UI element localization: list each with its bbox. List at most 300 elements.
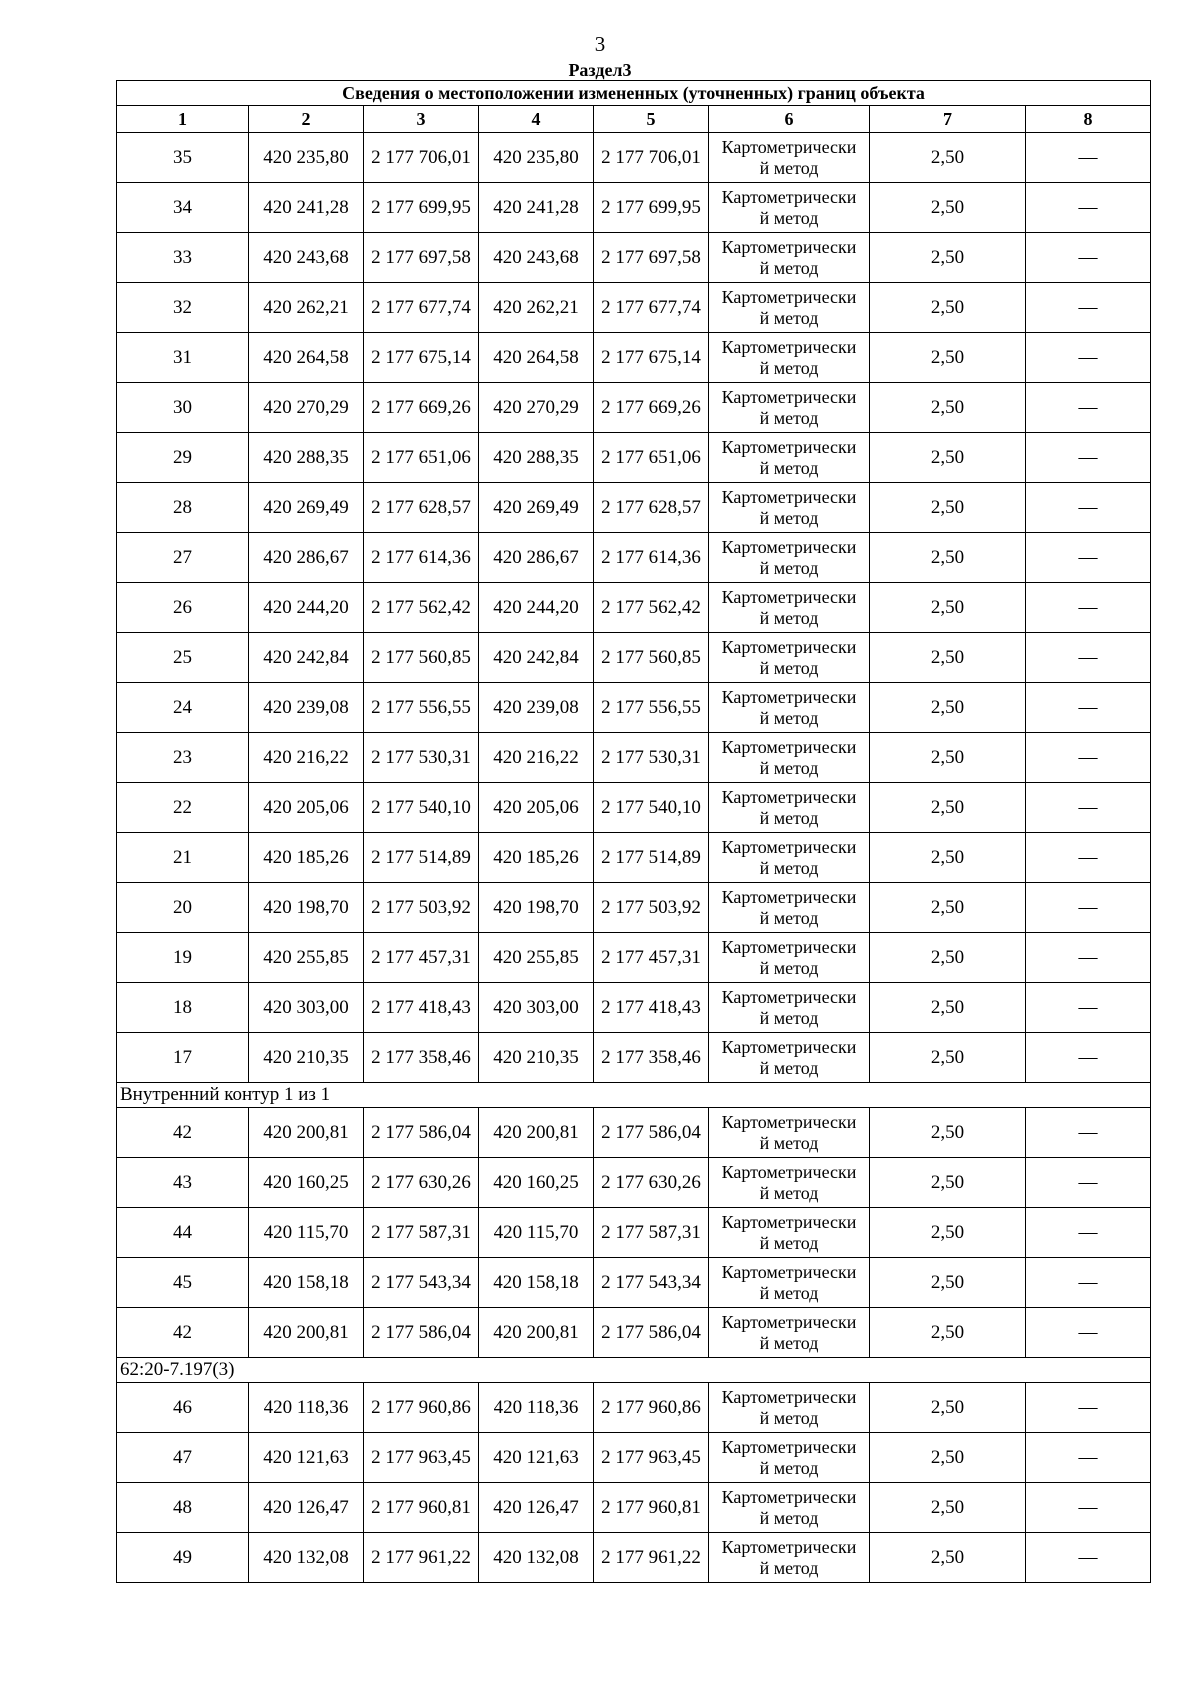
description-cell: — (1026, 283, 1151, 333)
new-x-cell: 420 239,08 (479, 683, 594, 733)
new-y-cell: 2 177 587,31 (594, 1208, 709, 1258)
new-y-cell: 2 177 961,22 (594, 1533, 709, 1583)
column-header: 4 (479, 106, 594, 133)
accuracy-cell: 2,50 (870, 433, 1026, 483)
description-cell: — (1026, 1308, 1151, 1358)
new-y-cell: 2 177 675,14 (594, 333, 709, 383)
point-number-cell: 33 (117, 233, 249, 283)
point-number-cell: 31 (117, 333, 249, 383)
table-row (117, 183, 1151, 233)
accuracy-cell: 2,50 (870, 133, 1026, 183)
contour-label: Внутренний контур 1 из 1 (117, 1083, 1151, 1108)
description-cell: — (1026, 383, 1151, 433)
new-y-cell: 2 177 706,01 (594, 133, 709, 183)
method-text-line: й метод (759, 757, 819, 778)
method-text-line: й метод (759, 1457, 819, 1478)
table-row (117, 1533, 1151, 1583)
accuracy-cell: 2,50 (870, 1033, 1026, 1083)
method-cell (709, 1308, 870, 1358)
existing-x-cell: 420 264,58 (249, 333, 364, 383)
existing-y-cell: 2 177 586,04 (364, 1108, 479, 1158)
new-x-cell: 420 255,85 (479, 933, 594, 983)
existing-x-cell: 420 118,36 (249, 1383, 364, 1433)
method-cell (709, 483, 870, 533)
accuracy-cell: 2,50 (870, 683, 1026, 733)
table-row (117, 883, 1151, 933)
existing-x-cell: 420 239,08 (249, 683, 364, 733)
method-text-line: й метод (759, 857, 819, 878)
existing-x-cell: 420 216,22 (249, 733, 364, 783)
new-x-cell: 420 270,29 (479, 383, 594, 433)
description-cell: — (1026, 933, 1151, 983)
description-cell: — (1026, 983, 1151, 1033)
existing-y-cell: 2 177 543,34 (364, 1258, 479, 1308)
table-row (117, 1383, 1151, 1433)
new-x-cell: 420 235,80 (479, 133, 594, 183)
description-cell: — (1026, 233, 1151, 283)
existing-y-cell: 2 177 457,31 (364, 933, 479, 983)
existing-x-cell: 420 121,63 (249, 1433, 364, 1483)
new-y-cell: 2 177 358,46 (594, 1033, 709, 1083)
new-y-cell: 2 177 697,58 (594, 233, 709, 283)
existing-y-cell: 2 177 530,31 (364, 733, 479, 783)
method-cell (709, 833, 870, 883)
point-number-cell: 46 (117, 1383, 249, 1433)
method-cell (709, 133, 870, 183)
table-row (117, 983, 1151, 1033)
new-x-cell: 420 200,81 (479, 1308, 594, 1358)
new-y-cell: 2 177 560,85 (594, 633, 709, 683)
new-x-cell: 420 288,35 (479, 433, 594, 483)
existing-y-cell: 2 177 963,45 (364, 1433, 479, 1483)
table-row (117, 483, 1151, 533)
column-header: 1 (117, 106, 249, 133)
method-text-line: Картометрически (721, 686, 857, 707)
table-body (117, 133, 1151, 1583)
point-number-cell: 42 (117, 1108, 249, 1158)
new-y-cell: 2 177 503,92 (594, 883, 709, 933)
table-row (117, 1433, 1151, 1483)
method-text-line: Картометрически (721, 786, 857, 807)
method-text-line: й метод (759, 1232, 819, 1253)
table-row (117, 533, 1151, 583)
existing-x-cell: 420 115,70 (249, 1208, 364, 1258)
method-text-line: Картометрически (721, 836, 857, 857)
table-row (117, 733, 1151, 783)
point-number-cell: 25 (117, 633, 249, 683)
existing-y-cell: 2 177 697,58 (364, 233, 479, 283)
point-number-cell: 29 (117, 433, 249, 483)
accuracy-cell: 2,50 (870, 1483, 1026, 1533)
new-x-cell: 420 262,21 (479, 283, 594, 333)
new-x-cell: 420 242,84 (479, 633, 594, 683)
new-x-cell: 420 115,70 (479, 1208, 594, 1258)
method-text-line: й метод (759, 707, 819, 728)
table-row (117, 333, 1151, 383)
point-number-cell: 24 (117, 683, 249, 733)
coordinates-table (116, 80, 1151, 1583)
existing-x-cell: 420 244,20 (249, 583, 364, 633)
method-text-line: й метод (759, 607, 819, 628)
method-cell (709, 1383, 870, 1433)
column-header: 6 (709, 106, 870, 133)
new-x-cell: 420 286,67 (479, 533, 594, 583)
existing-x-cell: 420 262,21 (249, 283, 364, 333)
method-text-line: Картометрически (721, 236, 857, 257)
method-text-line: й метод (759, 357, 819, 378)
new-y-cell: 2 177 699,95 (594, 183, 709, 233)
method-text-line: й метод (759, 457, 819, 478)
description-cell: — (1026, 733, 1151, 783)
point-number-cell: 20 (117, 883, 249, 933)
existing-y-cell: 2 177 651,06 (364, 433, 479, 483)
description-cell: — (1026, 883, 1151, 933)
existing-x-cell: 420 126,47 (249, 1483, 364, 1533)
existing-x-cell: 420 185,26 (249, 833, 364, 883)
method-cell (709, 183, 870, 233)
new-y-cell: 2 177 651,06 (594, 433, 709, 483)
column-header: 3 (364, 106, 479, 133)
accuracy-cell: 2,50 (870, 183, 1026, 233)
new-y-cell: 2 177 457,31 (594, 933, 709, 983)
new-y-cell: 2 177 960,81 (594, 1483, 709, 1533)
existing-y-cell: 2 177 699,95 (364, 183, 479, 233)
method-cell (709, 1208, 870, 1258)
description-cell: — (1026, 783, 1151, 833)
description-cell: — (1026, 183, 1151, 233)
table-row (117, 783, 1151, 833)
method-text-line: Картометрически (721, 486, 857, 507)
existing-y-cell: 2 177 514,89 (364, 833, 479, 883)
existing-y-cell: 2 177 418,43 (364, 983, 479, 1033)
existing-y-cell: 2 177 675,14 (364, 333, 479, 383)
existing-x-cell: 420 241,28 (249, 183, 364, 233)
method-cell (709, 1033, 870, 1083)
new-x-cell: 420 158,18 (479, 1258, 594, 1308)
method-text-line: Картометрически (721, 1386, 857, 1407)
method-text-line: й метод (759, 557, 819, 578)
existing-y-cell: 2 177 960,81 (364, 1483, 479, 1533)
new-y-cell: 2 177 540,10 (594, 783, 709, 833)
table-row (117, 283, 1151, 333)
accuracy-cell: 2,50 (870, 983, 1026, 1033)
table-row (117, 633, 1151, 683)
new-y-cell: 2 177 963,45 (594, 1433, 709, 1483)
existing-x-cell: 420 210,35 (249, 1033, 364, 1083)
method-cell (709, 283, 870, 333)
table-caption-row (117, 81, 1151, 106)
new-x-cell: 420 264,58 (479, 333, 594, 383)
accuracy-cell: 2,50 (870, 633, 1026, 683)
method-cell (709, 683, 870, 733)
method-text-line: Картометрически (721, 1486, 857, 1507)
existing-y-cell: 2 177 614,36 (364, 533, 479, 583)
point-number-cell: 47 (117, 1433, 249, 1483)
point-number-cell: 45 (117, 1258, 249, 1308)
accuracy-cell: 2,50 (870, 1533, 1026, 1583)
method-cell (709, 1483, 870, 1533)
column-header: 2 (249, 106, 364, 133)
table-row (117, 833, 1151, 883)
method-text-line: Картометрически (721, 1436, 857, 1457)
method-text-line: Картометрически (721, 286, 857, 307)
method-text-line: й метод (759, 207, 819, 228)
description-cell: — (1026, 133, 1151, 183)
table-row (117, 233, 1151, 283)
accuracy-cell: 2,50 (870, 733, 1026, 783)
point-number-cell: 34 (117, 183, 249, 233)
description-cell: — (1026, 483, 1151, 533)
existing-x-cell: 420 200,81 (249, 1108, 364, 1158)
existing-y-cell: 2 177 587,31 (364, 1208, 479, 1258)
existing-y-cell: 2 177 630,26 (364, 1158, 479, 1208)
section-title: Раздел3 (568, 60, 632, 80)
existing-y-cell: 2 177 669,26 (364, 383, 479, 433)
method-text-line: й метод (759, 257, 819, 278)
method-cell (709, 233, 870, 283)
accuracy-cell: 2,50 (870, 1208, 1026, 1258)
point-number-cell: 32 (117, 283, 249, 333)
existing-y-cell: 2 177 628,57 (364, 483, 479, 533)
method-cell (709, 1433, 870, 1483)
method-text-line: й метод (759, 807, 819, 828)
new-y-cell: 2 177 562,42 (594, 583, 709, 633)
description-cell: — (1026, 1433, 1151, 1483)
method-text-line: Картометрически (721, 986, 857, 1007)
existing-y-cell: 2 177 562,42 (364, 583, 479, 633)
existing-y-cell: 2 177 358,46 (364, 1033, 479, 1083)
page-number: 3 (594, 32, 606, 56)
method-cell (709, 1158, 870, 1208)
existing-y-cell: 2 177 960,86 (364, 1383, 479, 1433)
point-number-cell: 49 (117, 1533, 249, 1583)
existing-y-cell: 2 177 961,22 (364, 1533, 479, 1583)
method-cell (709, 383, 870, 433)
new-y-cell: 2 177 556,55 (594, 683, 709, 733)
method-text-line: й метод (759, 1182, 819, 1203)
table-row (117, 683, 1151, 733)
existing-x-cell: 420 269,49 (249, 483, 364, 533)
accuracy-cell: 2,50 (870, 533, 1026, 583)
method-text-line: й метод (759, 1132, 819, 1153)
accuracy-cell: 2,50 (870, 833, 1026, 883)
point-number-cell: 18 (117, 983, 249, 1033)
point-number-cell: 44 (117, 1208, 249, 1258)
accuracy-cell: 2,50 (870, 283, 1026, 333)
method-cell (709, 1108, 870, 1158)
method-cell (709, 1258, 870, 1308)
accuracy-cell: 2,50 (870, 1383, 1026, 1433)
method-text-line: й метод (759, 307, 819, 328)
table-row (117, 433, 1151, 483)
table-row (117, 1308, 1151, 1358)
point-number-cell: 26 (117, 583, 249, 633)
new-y-cell: 2 177 614,36 (594, 533, 709, 583)
accuracy-cell: 2,50 (870, 383, 1026, 433)
new-x-cell: 420 198,70 (479, 883, 594, 933)
new-y-cell: 2 177 586,04 (594, 1108, 709, 1158)
table-row (117, 583, 1151, 633)
accuracy-cell: 2,50 (870, 1158, 1026, 1208)
existing-x-cell: 420 242,84 (249, 633, 364, 683)
method-text-line: й метод (759, 657, 819, 678)
existing-y-cell: 2 177 560,85 (364, 633, 479, 683)
point-number-cell: 48 (117, 1483, 249, 1533)
existing-y-cell: 2 177 556,55 (364, 683, 479, 733)
method-cell (709, 1533, 870, 1583)
new-y-cell: 2 177 960,86 (594, 1383, 709, 1433)
point-number-cell: 30 (117, 383, 249, 433)
method-text-line: й метод (759, 157, 819, 178)
existing-y-cell: 2 177 677,74 (364, 283, 479, 333)
description-cell: — (1026, 633, 1151, 683)
method-text-line: Картометрически (721, 436, 857, 457)
new-y-cell: 2 177 628,57 (594, 483, 709, 533)
new-x-cell: 420 241,28 (479, 183, 594, 233)
method-text-line: Картометрически (721, 636, 857, 657)
existing-x-cell: 420 200,81 (249, 1308, 364, 1358)
accuracy-cell: 2,50 (870, 483, 1026, 533)
new-x-cell: 420 132,08 (479, 1533, 594, 1583)
existing-x-cell: 420 288,35 (249, 433, 364, 483)
method-cell (709, 533, 870, 583)
existing-y-cell: 2 177 540,10 (364, 783, 479, 833)
method-text-line: Картометрически (721, 336, 857, 357)
point-number-cell: 23 (117, 733, 249, 783)
point-number-cell: 21 (117, 833, 249, 883)
new-x-cell: 420 243,68 (479, 233, 594, 283)
accuracy-cell: 2,50 (870, 1108, 1026, 1158)
new-y-cell: 2 177 418,43 (594, 983, 709, 1033)
existing-y-cell: 2 177 706,01 (364, 133, 479, 183)
accuracy-cell: 2,50 (870, 1308, 1026, 1358)
table-row (117, 1258, 1151, 1308)
point-number-cell: 17 (117, 1033, 249, 1083)
method-text-line: Картометрически (721, 1211, 857, 1232)
accuracy-cell: 2,50 (870, 233, 1026, 283)
method-cell (709, 883, 870, 933)
point-number-cell: 19 (117, 933, 249, 983)
new-x-cell: 420 185,26 (479, 833, 594, 883)
method-text-line: Картометрически (721, 736, 857, 757)
existing-x-cell: 420 132,08 (249, 1533, 364, 1583)
existing-y-cell: 2 177 503,92 (364, 883, 479, 933)
description-cell: — (1026, 1383, 1151, 1433)
table-row (117, 1033, 1151, 1083)
description-cell: — (1026, 333, 1151, 383)
point-number-cell: 28 (117, 483, 249, 533)
new-x-cell: 420 244,20 (479, 583, 594, 633)
table-header-row (117, 106, 1151, 133)
method-text-line: й метод (759, 957, 819, 978)
new-x-cell: 420 210,35 (479, 1033, 594, 1083)
existing-y-cell: 2 177 586,04 (364, 1308, 479, 1358)
method-text-line: Картометрически (721, 1261, 857, 1282)
new-y-cell: 2 177 630,26 (594, 1158, 709, 1208)
new-y-cell: 2 177 669,26 (594, 383, 709, 433)
method-cell (709, 333, 870, 383)
column-header: 7 (870, 106, 1026, 133)
column-header: 5 (594, 106, 709, 133)
description-cell: — (1026, 1258, 1151, 1308)
table-row (117, 1483, 1151, 1533)
description-cell: — (1026, 833, 1151, 883)
method-text-line: й метод (759, 1007, 819, 1028)
table-caption: Сведения о местоположении измененных (уточненных) границ объекта (117, 81, 1151, 106)
new-x-cell: 420 160,25 (479, 1158, 594, 1208)
new-x-cell: 420 200,81 (479, 1108, 594, 1158)
new-x-cell: 420 205,06 (479, 783, 594, 833)
method-text-line: Картометрически (721, 186, 857, 207)
table-row (117, 1208, 1151, 1258)
existing-x-cell: 420 255,85 (249, 933, 364, 983)
table-row (117, 133, 1151, 183)
contour-label-row (117, 1358, 1151, 1383)
accuracy-cell: 2,50 (870, 583, 1026, 633)
method-text-line: Картометрически (721, 936, 857, 957)
description-cell: — (1026, 683, 1151, 733)
method-cell (709, 733, 870, 783)
method-text-line: й метод (759, 507, 819, 528)
description-cell: — (1026, 1483, 1151, 1533)
table-row (117, 1108, 1151, 1158)
method-text-line: Картометрически (721, 1036, 857, 1057)
method-text-line: Картометрически (721, 1161, 857, 1182)
description-cell: — (1026, 533, 1151, 583)
description-cell: — (1026, 1108, 1151, 1158)
method-text-line: Картометрически (721, 386, 857, 407)
method-cell (709, 583, 870, 633)
method-cell (709, 983, 870, 1033)
accuracy-cell: 2,50 (870, 333, 1026, 383)
new-y-cell: 2 177 543,34 (594, 1258, 709, 1308)
existing-x-cell: 420 160,25 (249, 1158, 364, 1208)
point-number-cell: 27 (117, 533, 249, 583)
existing-x-cell: 420 286,67 (249, 533, 364, 583)
new-x-cell: 420 121,63 (479, 1433, 594, 1483)
accuracy-cell: 2,50 (870, 1433, 1026, 1483)
contour-label-row (117, 1083, 1151, 1108)
new-x-cell: 420 269,49 (479, 483, 594, 533)
method-cell (709, 783, 870, 833)
method-text-line: й метод (759, 907, 819, 928)
description-cell: — (1026, 1033, 1151, 1083)
description-cell: — (1026, 1158, 1151, 1208)
point-number-cell: 42 (117, 1308, 249, 1358)
existing-x-cell: 420 270,29 (249, 383, 364, 433)
method-text-line: й метод (759, 407, 819, 428)
method-text-line: Картометрически (721, 1111, 857, 1132)
existing-x-cell: 420 243,68 (249, 233, 364, 283)
table-row (117, 933, 1151, 983)
new-x-cell: 420 303,00 (479, 983, 594, 1033)
method-text-line: Картометрически (721, 1536, 857, 1557)
column-header: 8 (1026, 106, 1151, 133)
description-cell: — (1026, 583, 1151, 633)
existing-x-cell: 420 198,70 (249, 883, 364, 933)
accuracy-cell: 2,50 (870, 783, 1026, 833)
existing-x-cell: 420 235,80 (249, 133, 364, 183)
accuracy-cell: 2,50 (870, 1258, 1026, 1308)
method-text-line: Картометрически (721, 536, 857, 557)
method-cell (709, 933, 870, 983)
new-x-cell: 420 216,22 (479, 733, 594, 783)
point-number-cell: 35 (117, 133, 249, 183)
new-y-cell: 2 177 530,31 (594, 733, 709, 783)
new-x-cell: 420 126,47 (479, 1483, 594, 1533)
method-text-line: Картометрически (721, 886, 857, 907)
description-cell: — (1026, 1533, 1151, 1583)
